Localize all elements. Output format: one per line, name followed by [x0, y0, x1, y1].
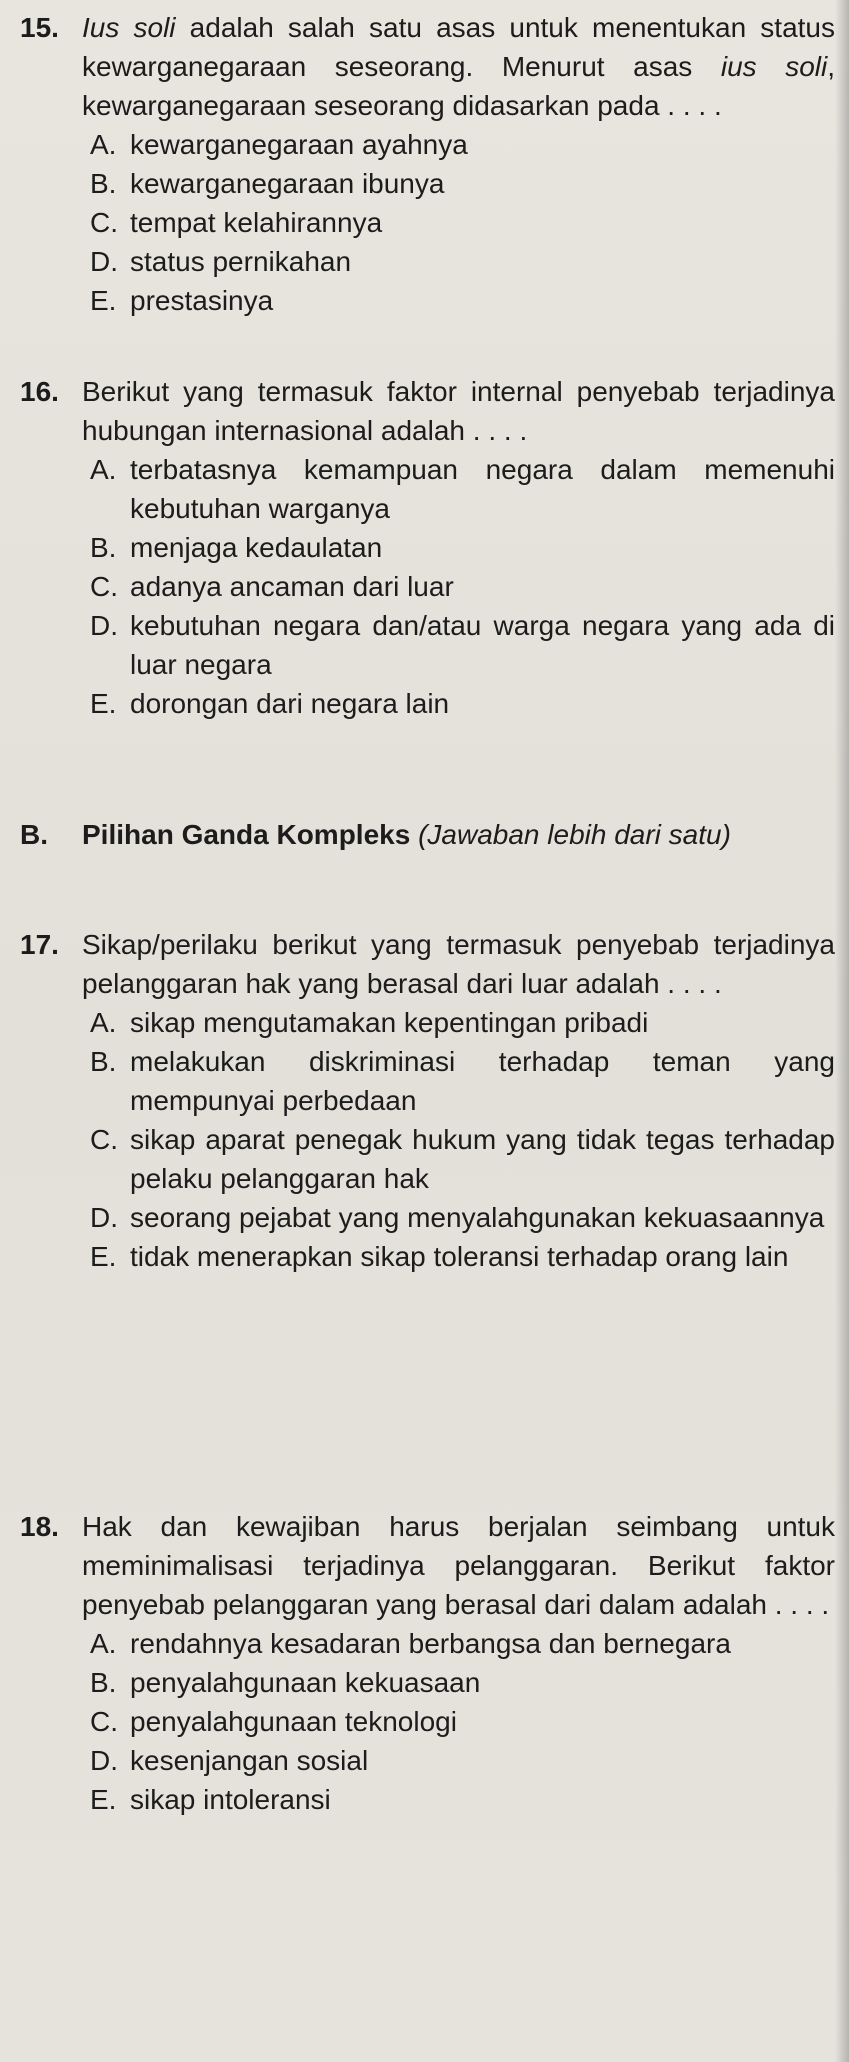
option-text: kewarganegaraan ibunya	[130, 168, 445, 199]
option-b[interactable]	[82, 1042, 835, 1120]
option-letter: D.	[90, 1202, 118, 1233]
option-text: adanya ancaman dari luar	[130, 571, 454, 602]
question-stem: Berikut yang termasuk faktor internal penyebab terjadinya hubungan internasional adalah . . . .	[82, 376, 835, 446]
option-text: penyalahgunaan kekuasaan	[130, 1667, 481, 1698]
option-letter: D.	[90, 246, 118, 277]
option-text: rendahnya kesadaran berbangsa dan bernegara	[130, 1628, 731, 1659]
option-text: seorang pejabat yang menyalahgunakan kekuasaannya	[130, 1202, 825, 1233]
option-e[interactable]	[82, 684, 835, 723]
option-letter: A.	[90, 1007, 117, 1038]
option-a[interactable]	[82, 1624, 835, 1663]
option-letter: C.	[90, 1706, 118, 1737]
option-d[interactable]	[82, 1198, 835, 1237]
option-text: dorongan dari negara lain	[130, 688, 450, 719]
option-a[interactable]	[82, 450, 835, 528]
option-letter: B.	[90, 168, 117, 199]
option-c[interactable]	[82, 1702, 835, 1741]
question-17	[20, 925, 835, 1276]
question-stem: Sikap/perilaku berikut yang termasuk penyebab terjadinya pelanggaran hak yang berasal dari luar adalah . . . .	[82, 929, 835, 999]
option-text: prestasinya	[130, 285, 274, 316]
question-15	[20, 8, 835, 320]
option-text: melakukan diskriminasi terhadap teman yang mempunyai perbedaan	[130, 1046, 835, 1116]
question-18	[20, 1507, 835, 1819]
stem-text: , kewarganegaraan seseorang didasarkan pada . . . .	[82, 51, 835, 121]
question-number: 16.	[20, 376, 59, 407]
option-text: kebutuhan negara dan/atau warga negara yang ada di luar negara	[130, 610, 835, 680]
option-d[interactable]	[82, 606, 835, 684]
section-subtitle: (Jawaban lebih dari satu)	[418, 819, 731, 850]
question-stem	[82, 8, 835, 125]
option-e[interactable]	[82, 1780, 835, 1819]
stem-text: adalah salah satu asas untuk menentukan status kewarganegaraan seseorang. Menurut asas	[82, 12, 835, 82]
option-letter: C.	[90, 207, 118, 238]
option-text: status pernikahan	[130, 246, 352, 277]
section-title-text: Pilihan Ganda Kompleks	[82, 819, 419, 850]
question-stem: Hak dan kewajiban harus berjalan seimbang untuk meminimalisasi terjadinya pelanggaran. Berikut faktor penyebab pelanggaran yang berasal dari dalam adalah . . . .	[82, 1511, 835, 1620]
option-letter: E.	[90, 285, 117, 316]
option-text: sikap aparat penegak hukum yang tidak tegas terhadap pelaku pelanggaran hak	[130, 1124, 835, 1194]
question-number: 17.	[20, 929, 59, 960]
option-letter: C.	[90, 1124, 118, 1155]
option-letter: B.	[90, 1667, 117, 1698]
option-letter: D.	[90, 1745, 118, 1776]
option-text: menjaga kedaulatan	[130, 532, 383, 563]
option-d[interactable]	[82, 1741, 835, 1780]
option-letter: A.	[90, 129, 117, 160]
option-letter: A.	[90, 1628, 117, 1659]
question-number: 15.	[20, 12, 59, 43]
question-number: 18.	[20, 1511, 59, 1542]
section-title	[82, 815, 835, 855]
stem-term-italic: Ius soli	[82, 12, 176, 43]
option-c[interactable]	[82, 203, 835, 242]
option-letter: C.	[90, 571, 118, 602]
option-b[interactable]	[82, 164, 835, 203]
question-16	[20, 372, 835, 723]
option-text: kesenjangan sosial	[130, 1745, 369, 1776]
option-b[interactable]	[82, 1663, 835, 1702]
page-edge-shadow	[835, 0, 849, 2062]
option-a[interactable]	[82, 1003, 835, 1042]
option-c[interactable]	[82, 567, 835, 606]
section-letter: B.	[20, 819, 48, 850]
option-text: sikap mengutamakan kepentingan pribadi	[130, 1007, 649, 1038]
option-b[interactable]	[82, 528, 835, 567]
option-c[interactable]	[82, 1120, 835, 1198]
option-text: kewarganegaraan ayahnya	[130, 129, 468, 160]
option-letter: B.	[90, 1046, 117, 1077]
option-text: tempat kelahirannya	[130, 207, 383, 238]
option-a[interactable]	[82, 125, 835, 164]
option-letter: B.	[90, 532, 117, 563]
option-d[interactable]	[82, 242, 835, 281]
option-text: penyalahgunaan teknologi	[130, 1706, 457, 1737]
option-letter: E.	[90, 688, 117, 719]
option-letter: A.	[90, 454, 117, 485]
option-text: tidak menerapkan sikap toleransi terhadap orang lain	[130, 1241, 789, 1272]
option-letter: D.	[90, 610, 118, 641]
option-letter: E.	[90, 1784, 117, 1815]
option-text: sikap intoleransi	[130, 1784, 331, 1815]
section-b-heading	[20, 815, 835, 855]
stem-term-italic: ius soli	[720, 51, 828, 82]
option-e[interactable]	[82, 281, 835, 320]
option-text: terbatasnya kemampuan negara dalam memenuhi kebutuhan warganya	[130, 454, 835, 524]
option-letter: E.	[90, 1241, 117, 1272]
option-e[interactable]	[82, 1237, 835, 1276]
